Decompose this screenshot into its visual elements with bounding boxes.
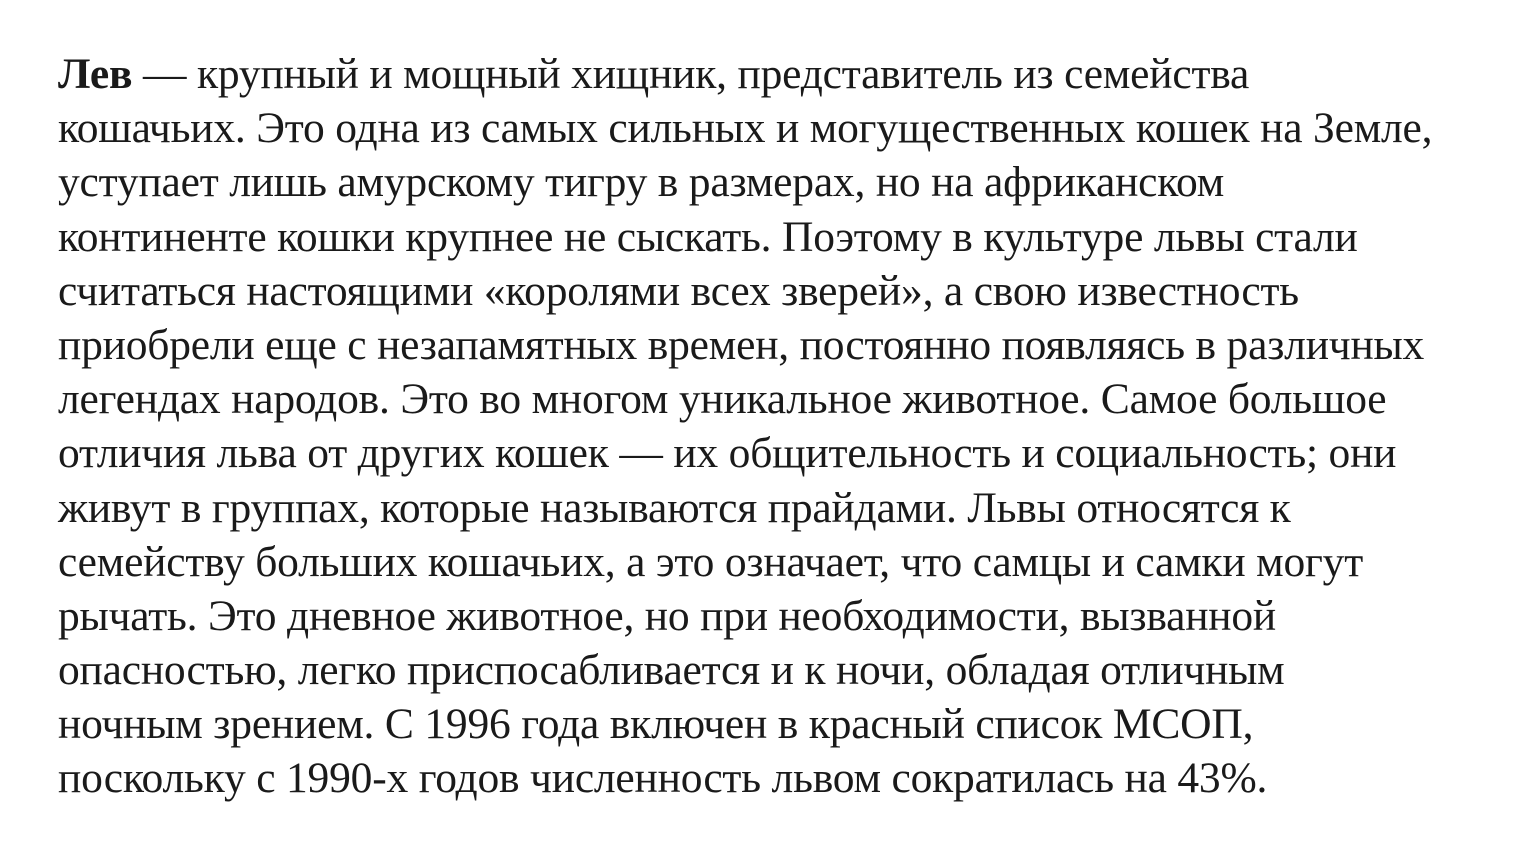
text-line: поскольку с 1990-х годов численность львом сократилась на 43%. [58,754,1268,803]
text-line: легендах народов. Это во многом уникальное животное. Самое большое [58,375,1387,424]
text-line: отличия льва от других кошек — их общительность и социальность; они [58,429,1397,478]
text-line: семейству больших кошачьих, а это означает, что самцы и самки могут [58,537,1364,586]
text-line: считаться настоящими «королями всех зверей», а свою известность [58,266,1299,315]
text-line: рычать. Это дневное животное, но при необходимости, вызванной [58,591,1277,640]
text-line: опасностью, легко приспосабливается и к ночи, обладая отличным [58,646,1285,695]
text-line: уступает лишь амурскому тигру в размерах, но на африканском [58,158,1225,207]
text-line: приобрели еще с незапамятных времен, постоянно появляясь в различных [58,320,1425,369]
text-line: континенте кошки крупнее не сыскать. Поэтому в культуре львы стали [58,212,1358,261]
article-paragraph [58,47,1508,806]
text-line: кошачьих. Это одна из самых сильных и могущественных кошек на Земле, [58,104,1433,153]
text-line: живут в группах, которые называются прайдами. Львы относятся к [58,483,1291,532]
text-line [58,47,1508,101]
text-line-rest: — крупный и мощный хищник, представитель из семейства [132,50,1250,98]
term-title: Лев [58,50,133,98]
text-line: ночным зрением. С 1996 года включен в красный список МСОП, [58,700,1254,749]
